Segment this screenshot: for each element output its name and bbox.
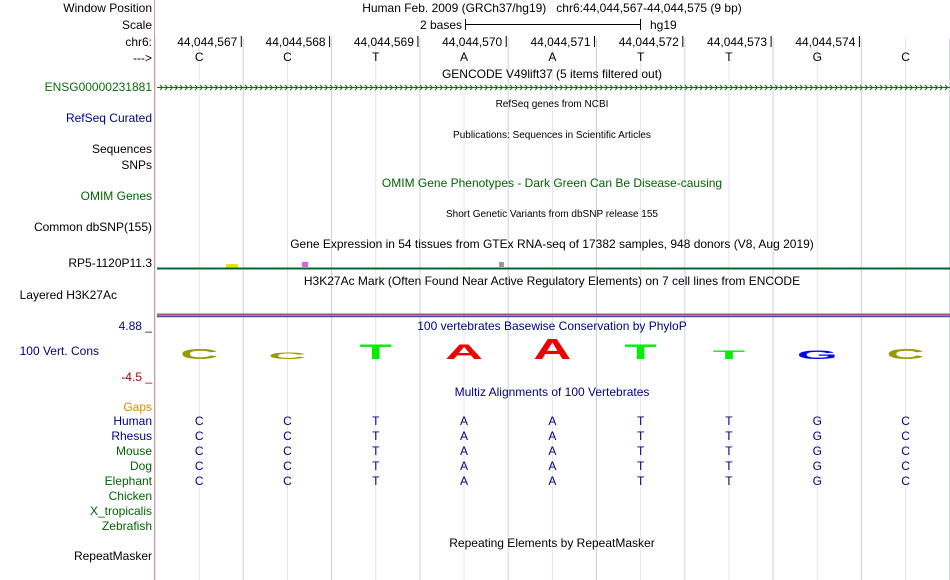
multiz-track-title: Multiz Alignments of 100 Vertebrates: [454, 385, 650, 399]
alignment-base: C: [194, 414, 204, 428]
ruler-position-label: 44,044,574: [795, 35, 856, 49]
cons-letter-glyph: G: [796, 348, 838, 362]
cons-letter: [180, 346, 218, 362]
refseq-track-title: RefSeq genes from NCBI: [495, 99, 609, 110]
cons-letter: [445, 339, 483, 364]
h3k27ac-signal[interactable]: [157, 315, 950, 317]
cons-min-label: -4.5 _: [121, 370, 152, 384]
scale-bar: [420, 18, 677, 32]
alignment-base: A: [548, 414, 557, 428]
alignment-base: C: [283, 474, 292, 488]
alignment-base: C: [901, 444, 910, 458]
base-letter: T: [725, 50, 733, 64]
alignment-base: C: [283, 459, 292, 473]
alignment-base: T: [372, 429, 380, 443]
alignment-base: A: [548, 474, 557, 488]
alignment-base: C: [901, 429, 910, 443]
alignment-base: A: [548, 429, 557, 443]
alignment-base: T: [636, 459, 645, 473]
ruler-position-label: 44,044,571: [530, 35, 591, 49]
base-grid: [155, 38, 950, 580]
cons-letter: [625, 339, 658, 364]
alignment-base: A: [460, 474, 469, 488]
publications-track-title: Publications: Sequences in Scientific Articles: [453, 130, 651, 141]
alignment-base: A: [460, 414, 469, 428]
alignment-base: C: [194, 444, 204, 458]
base-sequence: [195, 50, 910, 64]
track-label-cons[interactable]: 100 Vert. Cons: [19, 344, 99, 358]
cons-letter-glyph: C: [268, 350, 307, 362]
base-letter: A: [460, 50, 469, 64]
alignment-base: T: [725, 459, 733, 473]
base-letter: T: [372, 50, 380, 64]
ruler-position-label: 44,044,567: [177, 35, 238, 49]
cons-letter-glyph: T: [624, 339, 657, 364]
alignment-base: T: [372, 444, 380, 458]
alignment-base: C: [283, 414, 292, 428]
alignment-base: T: [636, 414, 645, 428]
ruler-position-label: 44,044,569: [353, 35, 414, 49]
gencode-gene-feature[interactable]: [157, 85, 950, 90]
species-label[interactable]: Chicken: [108, 489, 152, 503]
conservation-logo[interactable]: [180, 334, 925, 366]
base-letter: A: [548, 50, 557, 64]
cons-letter: [713, 348, 745, 361]
species-label[interactable]: X_tropicalis: [89, 504, 152, 518]
species-label[interactable]: Mouse: [115, 444, 152, 458]
track-label-h3k27ac[interactable]: Layered H3K27Ac: [19, 288, 117, 302]
cons-letter: [268, 351, 306, 362]
window-position-text: Human Feb. 2009 (GRCh37/hg19) chr6:44,044,567-44,044,575 (9 bp): [362, 1, 742, 15]
scale-text: 2 bases: [419, 18, 462, 32]
repeatmasker-track-title: Repeating Elements by RepeatMasker: [449, 536, 655, 550]
alignment-base: C: [194, 459, 204, 473]
track-label-gaps[interactable]: Gaps: [123, 400, 152, 414]
assembly-text: hg19: [650, 18, 677, 32]
track-label-refseq[interactable]: RefSeq Curated: [65, 111, 152, 125]
alignment-base: T: [725, 414, 733, 428]
species-label[interactable]: Human: [113, 414, 152, 428]
alignment-base: T: [725, 474, 733, 488]
track-label-omim[interactable]: OMIM Genes: [80, 189, 152, 203]
ruler-position-label: 44,044,572: [618, 35, 679, 49]
gencode-track-title: GENCODE V49lift37 (5 items filtered out): [441, 67, 663, 81]
alignment-base: G: [812, 429, 822, 443]
cons-letter: [797, 348, 838, 361]
base-letter: C: [194, 50, 204, 64]
species-label[interactable]: Zebrafish: [101, 519, 152, 533]
scale-label: Scale: [121, 18, 152, 32]
omim-track-title: OMIM Gene Phenotypes - Dark Green Can Be Disease-causing: [381, 176, 723, 190]
alignment-base: G: [812, 459, 822, 473]
left-labels: [20, 1, 153, 563]
alignment-base: C: [901, 414, 910, 428]
cons-letter-glyph: C: [180, 346, 219, 363]
cons-letter-glyph: T: [359, 339, 392, 364]
species-labels: [90, 414, 153, 533]
gtex-track-title: Gene Expression in 54 tissues from GTEx RNA-seq of 17382 samples, 948 donors (V8, Aug 2019): [290, 237, 814, 251]
alignment-base: T: [636, 429, 645, 443]
species-label[interactable]: Dog: [129, 459, 152, 473]
alignment-base: G: [812, 414, 822, 428]
alignment-base: T: [636, 474, 645, 488]
cons-track-title: 100 vertebrates Basewise Conservation by PhyloP: [417, 319, 687, 333]
track-label-repeatmasker[interactable]: RepeatMasker: [73, 549, 152, 563]
track-label-sequences[interactable]: Sequences: [91, 142, 152, 156]
alignment-base: A: [548, 444, 557, 458]
alignment-base: G: [812, 444, 822, 458]
alignment-base: C: [901, 474, 910, 488]
species-label[interactable]: Elephant: [104, 474, 152, 488]
cons-letter: [886, 346, 924, 362]
window-position-label: Window Position: [63, 1, 152, 15]
alignment-base: T: [725, 444, 733, 458]
cons-letter-glyph: T: [712, 348, 746, 362]
alignment-base: A: [460, 459, 469, 473]
cons-letter-glyph: A: [444, 339, 484, 364]
cons-max-label: 4.88 _: [118, 319, 152, 333]
base-letter: C: [901, 50, 910, 64]
cons-letter-glyph: C: [886, 346, 925, 363]
alignment-base: C: [283, 429, 292, 443]
species-label[interactable]: Rhesus: [111, 429, 152, 443]
dbsnp-track-title: Short Genetic Variants from dbSNP release 155: [446, 209, 658, 220]
alignment-base: G: [812, 474, 822, 488]
alignment-base: C: [194, 474, 204, 488]
cons-letter: [360, 339, 393, 364]
chrom-label: chr6:: [125, 35, 152, 49]
alignment-base: A: [460, 444, 469, 458]
alignment-base: A: [460, 429, 469, 443]
track-label-snps[interactable]: SNPs: [121, 158, 152, 172]
alignment-base: A: [548, 459, 557, 473]
base-letter: T: [636, 50, 645, 64]
base-letter: G: [812, 50, 822, 64]
alignment-base: T: [636, 444, 645, 458]
gtex-feature[interactable]: [157, 262, 950, 269]
alignment-base: T: [372, 414, 380, 428]
strand-arrow-label: --->: [133, 51, 152, 65]
base-letter: C: [283, 50, 292, 64]
track-label-gencode-gene[interactable]: ENSG00000231881: [44, 80, 152, 94]
alignment-base: T: [372, 474, 380, 488]
alignment-base: C: [194, 429, 204, 443]
alignment-base: C: [901, 459, 910, 473]
track-label-gtex-gene[interactable]: RP5-1120P11.3: [68, 256, 152, 270]
ruler-position-label: 44,044,573: [707, 35, 768, 49]
ruler-position-label: 44,044,570: [442, 35, 503, 49]
h3k27ac-track-title: H3K27Ac Mark (Often Found Near Active Regulatory Elements) on 7 cell lines from ENCODE: [303, 274, 801, 288]
cons-letter-glyph: A: [533, 333, 572, 366]
cons-letter: [533, 334, 571, 366]
chrom-ruler[interactable]: [177, 35, 859, 49]
alignment-base: T: [372, 459, 380, 473]
ruler-position-label: 44,044,568: [265, 35, 326, 49]
track-label-dbsnp[interactable]: Common dbSNP(155): [33, 220, 152, 234]
multiz-alignments[interactable]: [195, 414, 910, 488]
alignment-base: C: [283, 444, 292, 458]
alignment-base: T: [725, 429, 733, 443]
